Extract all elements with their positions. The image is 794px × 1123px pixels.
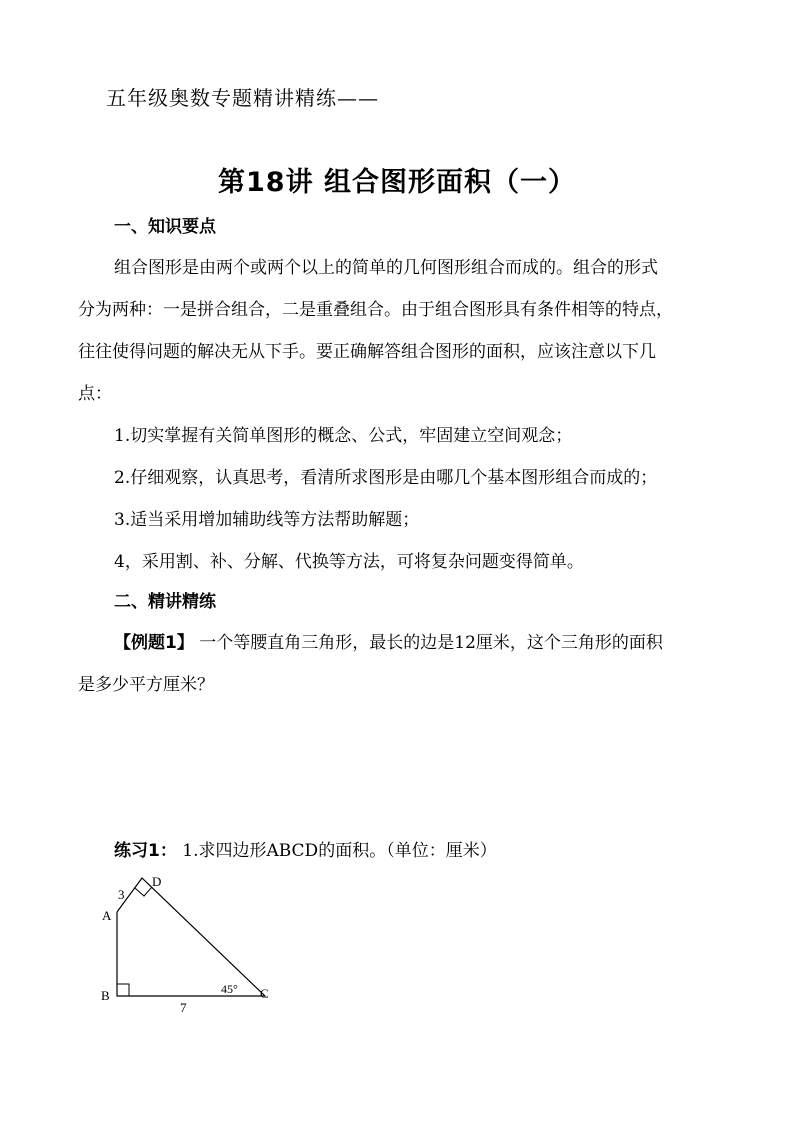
example-1 (114, 628, 663, 653)
vertex-label-c: C (260, 986, 269, 1001)
key-point-4: 4，采用割、补、分解、代换等方法，可将复杂问题变得简单。 (114, 552, 584, 572)
exercise-1-tag: 练习1： (114, 841, 177, 861)
right-angle-mark-d (135, 887, 152, 896)
intro-line-3: 往往使得问题的解决无从下手。要正确解答组合图形的面积，应该注意以下几 (78, 342, 656, 362)
example-1-continuation: 是多少平方厘米？ (78, 675, 214, 695)
side-label-bc: 7 (180, 1000, 187, 1015)
intro-line-2: 分为两种：一是拼合组合，二是重叠组合。由于组合图形具有条件相等的特点， (78, 300, 673, 320)
intro-line-1: 组合图形是由两个或两个以上的简单的几何图形组合而成的。组合的形式 (114, 258, 658, 278)
vertex-label-a: A (102, 908, 112, 923)
quadrilateral-figure (90, 866, 290, 1016)
exercise-1-text: 1.求四边形ABCD的面积。（单位：厘米） (182, 841, 497, 861)
angle-label-c: 45° (221, 982, 238, 996)
side-label-ad: 3 (118, 887, 125, 902)
quadrilateral-outline (117, 878, 265, 996)
key-point-2: 2.仔细观察，认真思考，看清所求图形是由哪几个基本图形组合而成的； (114, 468, 658, 488)
intro-line-4: 点： (78, 384, 112, 404)
section-heading-knowledge: 一、知识要点 (114, 217, 216, 237)
section-heading-practice: 二、精讲精练 (114, 592, 216, 612)
worksheet-header: 五年级奥数专题精讲精练—— (106, 86, 379, 110)
lesson-title: 第18讲 组合图形面积（一） (218, 167, 576, 198)
example-1-text: 一个等腰直角三角形，最长的边是12厘米，这个三角形的面积 (199, 633, 663, 653)
exercise-1 (114, 836, 497, 861)
vertex-label-d: D (152, 874, 162, 889)
vertex-label-b: B (101, 988, 110, 1003)
right-angle-mark-b (117, 984, 129, 996)
key-point-3: 3.适当采用增加辅助线等方法帮助解题； (114, 510, 420, 530)
key-point-1: 1.切实掌握有关简单图形的概念、公式，牢固建立空间观念； (114, 426, 573, 446)
example-1-tag: 【例题1】 (114, 633, 194, 653)
